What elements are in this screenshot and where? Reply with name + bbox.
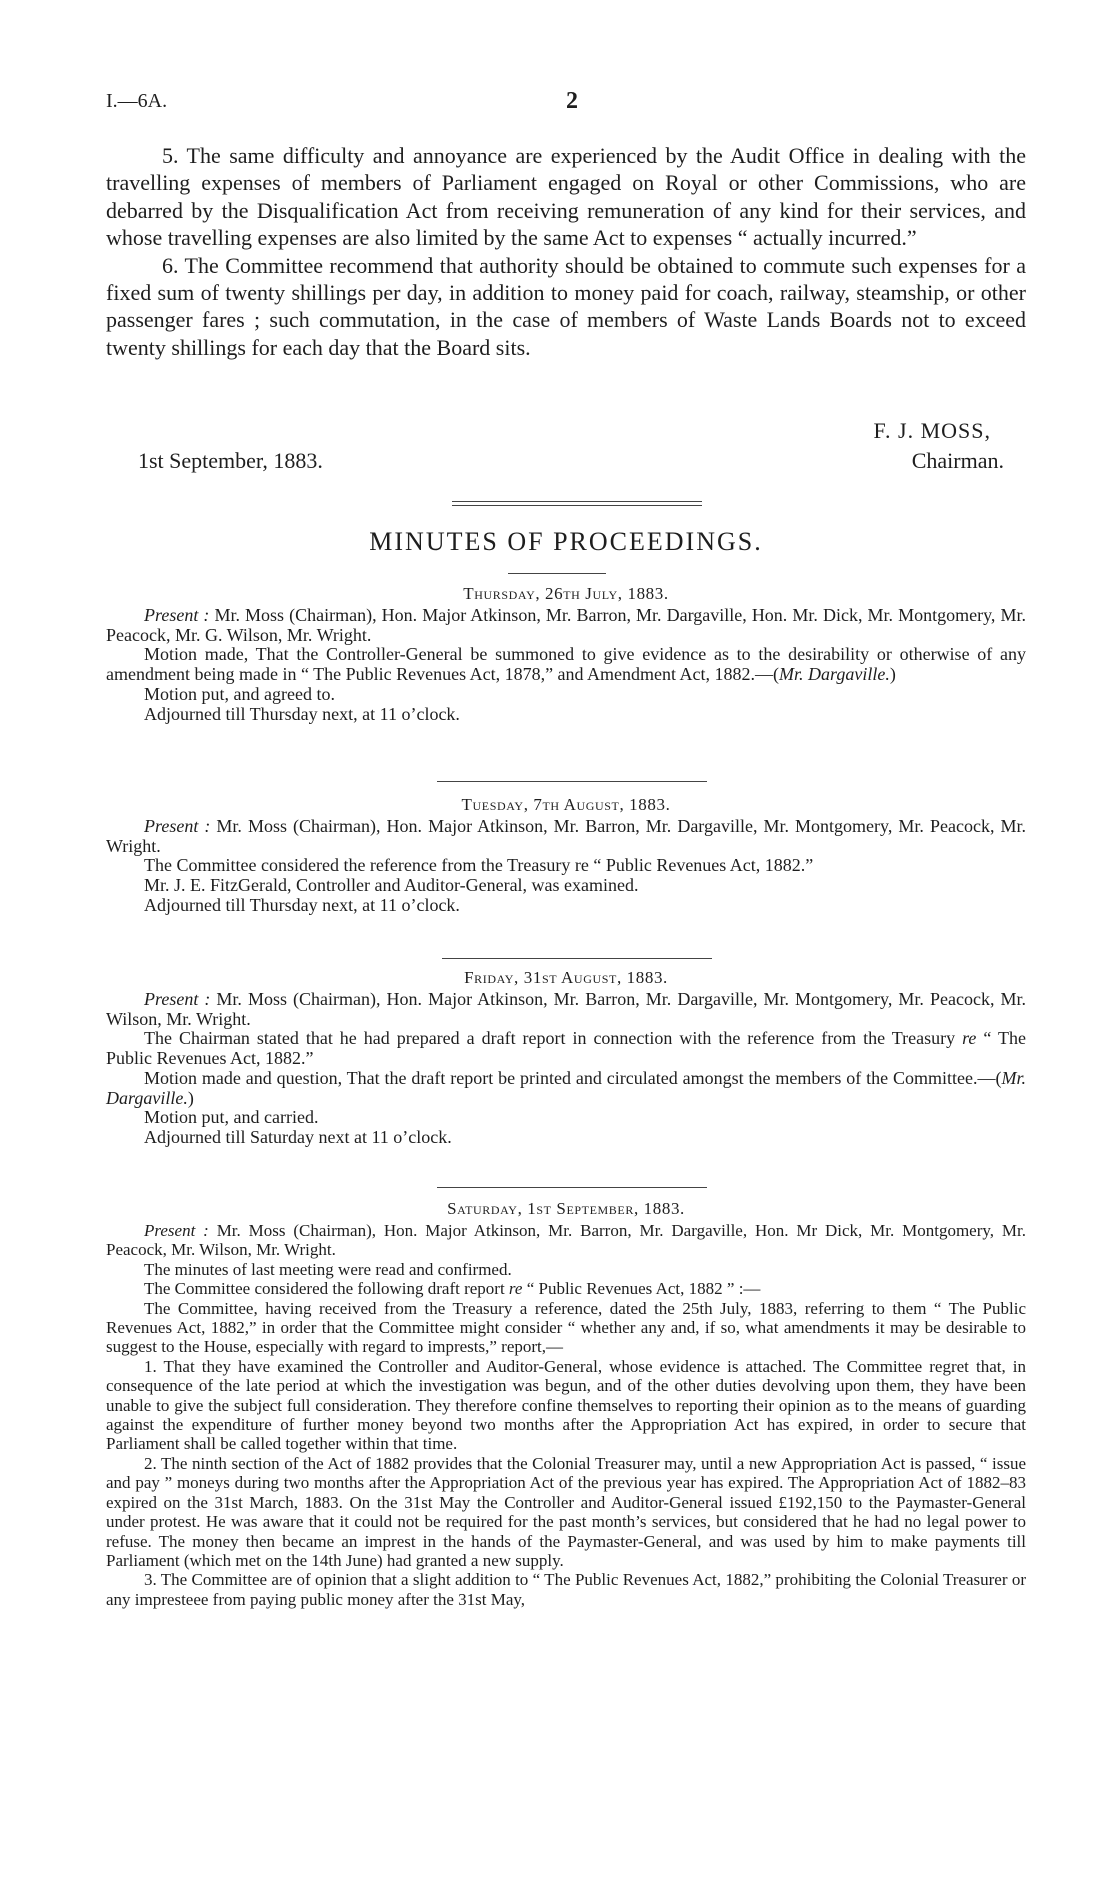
paragraph-6: 6. The Committee recommend that authority should be obtained to commute such expenses for a fixed sum of twenty shillings per day, in addition to money paid for coach, railway, steamship, or other passenger fares ; such commutation, in the case of members of Waste Lands Boards not to exceed twenty shillings for each day that the Board sits. [106, 252, 1026, 360]
minutes-title: MINUTES OF PROCEEDINGS. [369, 527, 763, 556]
running-head [106, 90, 1026, 120]
meeting-date: Tuesday, 7th August, 1883. [461, 795, 671, 814]
minute-line: The minutes of last meeting were read and confirmed. [144, 1259, 512, 1279]
signatory-title: Chairman. [911, 448, 1004, 473]
adjournment: Adjourned till Thursday next, at 11 o’clock. [144, 894, 460, 915]
minute-line: Mr. J. E. FitzGerald, Controller and Auditor-General, was examined. [144, 875, 639, 896]
report-point-2: 2. The ninth section of the Act of 1882 provides that the Colonial Treasurer may, until a new Appropriation Act is passed, “ issue and pay ” moneys during two months after the Appropriation Act of the previous year has expired. The Appropriation Act of 1882–83 expired on the 31st March, 1883. On the 31st May the Controller and Auditor-General issued £192,150 to the Paymaster-General under protest. He was aware that it could not be required for the past month’s services, but considered that he had no legal power to refuse. The money then became an imprest in the hands of the Paymaster-General, and was used by him to make payments till Parliament (which met on the 14th June) had granted a new supply. [106, 1453, 1026, 1570]
title-underline [508, 573, 606, 574]
paragraph-5: 5. The same difficulty and annoyance are experienced by the Audit Office in dealing with the travelling expenses of members of Parliament engaged on Royal or other Commissions, who are debarred by the Disqualification Act from receiving remuneration of any kind for their services, and whose travelling expenses are also limited by the same Act to expenses “ actually incurred.” [106, 143, 1026, 251]
page-number: 2 [566, 88, 578, 114]
motion: Motion made and question, That the draft report be printed and circulated amongst the members of the Committee.—(Mr. Dargaville.) [106, 1067, 1026, 1108]
mover: Mr. Dargaville. [779, 664, 890, 685]
section-divider [452, 501, 702, 506]
meeting-entry [106, 583, 1026, 724]
present-list: Present : Mr. Moss (Chairman), Hon. Major Atkinson, Mr. Barron, Mr. Dargaville, Hon. Mr Dick, Mr. Montgomery, Mr. Peacock, Mr. Wilson, Mr. Wright. [106, 1221, 1026, 1260]
entry-divider [437, 1187, 707, 1188]
page-reference: I.—6A. [106, 90, 168, 112]
adjournment: Adjourned till Thursday next, at 11 o’clock. [144, 703, 460, 724]
present-label: Present : [144, 816, 211, 836]
adjournment: Adjourned till Saturday next at 11 o’clock. [144, 1126, 452, 1147]
meeting-date: Saturday, 1st September, 1883. [447, 1199, 685, 1218]
present-label: Present : [144, 989, 211, 1009]
report-conclusion [106, 142, 1026, 361]
minute-line: The Committee considered the following draft report re “ Public Revenues Act, 1882 ” :— [144, 1279, 761, 1299]
present-list: Present : Mr. Moss (Chairman), Hon. Major Atkinson, Mr. Barron, Mr. Dargaville, Hon. Mr. Dick, Mr. Montgomery, Mr. Peacock, Mr. G. Wilson, Mr. Wright. [106, 605, 1027, 645]
motion-result: Motion put, and agreed to. [144, 683, 335, 704]
meeting-date: Friday, 31st August, 1883. [464, 968, 668, 987]
minute-line: The Chairman stated that he had prepared a draft report in connection with the reference from the Treasury re “ The Public Revenues Act, 1882.” [106, 1028, 1027, 1069]
present-label: Present : [144, 1221, 209, 1240]
mover: Mr. Dargaville. [106, 1067, 1026, 1108]
meeting-entry [106, 967, 1026, 1148]
motion-result: Motion put, and carried. [144, 1107, 319, 1128]
meeting-entry [106, 1198, 1026, 1609]
report-date: 1st September, 1883. [138, 448, 323, 473]
meeting-entry [106, 794, 1026, 916]
report-point-1: 1. That they have examined the Controller and Auditor-General, whose evidence is attached. The Committee regret that, in consequence of the late period at which the investigation was begun, and of the other duties devolving upon them, they have been unable to give the subject full consideration. They therefore confine themselves to reporting their opinion as to the means of guarding against the expenditure of further money beyond two months after the Appropriation Act has expired, in order to secure that Parliament shall be called together within that time. [106, 1356, 1026, 1454]
signature-block [106, 418, 1026, 478]
meeting-date: Thursday, 26th July, 1883. [463, 584, 669, 603]
report-intro: The Committee, having received from the Treasury a reference, dated the 25th July, 1883, referring to them “ The Public Revenues Act, 1882,” in order that the Committee might consider “ whether any and, if so, what amendments it may be desirable to suggest to the House, especially with regard to imprests,” report,— [106, 1298, 1026, 1357]
report-point-3: 3. The Committee are of opinion that a slight addition to “ The Public Revenues Act, 1882,” prohibiting the Colonial Treasurer or any impresteee from paying public money after the 31st May, [106, 1570, 1026, 1609]
motion: Motion made, That the Controller-General be summoned to give evidence as to the desirability or otherwise of any amendment being made in “ The Public Revenues Act, 1878,” and Amendment Act, 1882.—(Mr. Dargaville.) [106, 644, 1026, 685]
present-label: Present : [144, 605, 210, 625]
entry-divider [442, 958, 712, 959]
signatory-name: F. J. MOSS, [873, 418, 991, 443]
present-list: Present : Mr. Moss (Chairman), Hon. Major Atkinson, Mr. Barron, Mr. Dargaville, Mr. Montgomery, Mr. Peacock, Mr. Wright. [106, 816, 1026, 856]
present-list: Present : Mr. Moss (Chairman), Hon. Major Atkinson, Mr. Barron, Mr. Dargaville, Mr. Montgomery, Mr. Peacock, Mr. Wilson, Mr. Wright. [106, 989, 1026, 1029]
minute-line: The Committee considered the reference from the Treasury re “ Public Revenues Act, 1882.” [144, 855, 814, 876]
entry-divider [437, 781, 707, 782]
